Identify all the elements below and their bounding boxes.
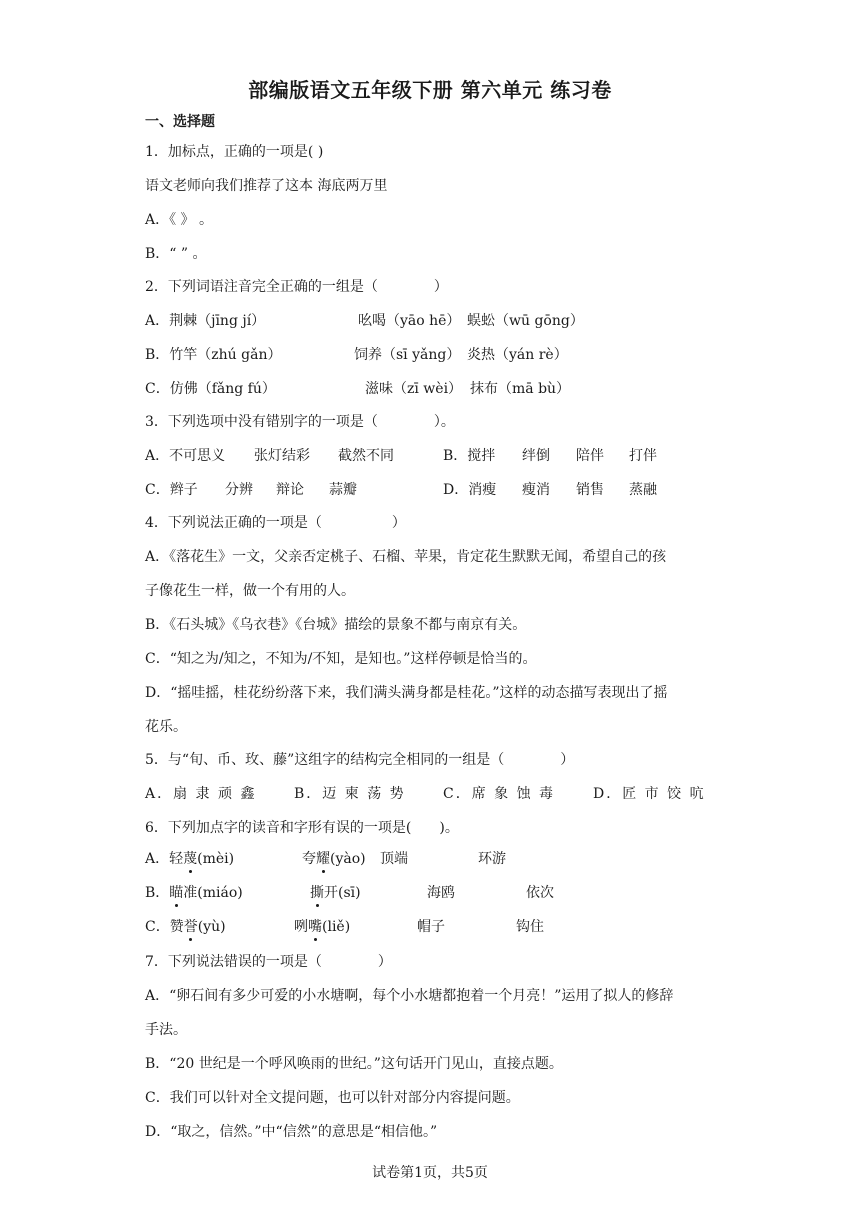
pinyin: (yào) (330, 851, 366, 867)
question-3-option-d-word-3: 销售 (576, 482, 604, 498)
question-7-option-d: D．“取之，信然。”中“信然”的意思是“相信他。” (145, 1124, 438, 1140)
question-6-stem: 6．下列加点字的读音和字形有误的一项是( )。 (145, 820, 459, 836)
question-3-option-a-word-1: A．不可思义 (145, 448, 226, 464)
question-2-option-b-word-3: 炎热（yán rè） (467, 347, 568, 363)
question-3-option-b-word-3: 陪伴 (576, 448, 604, 464)
option-label: A．轻 (145, 851, 184, 867)
question-6-option-b-word-2 (310, 884, 361, 902)
question-1-stem: 1．加标点，正确的一项是( ) (145, 144, 324, 160)
page-title: 部编版语文五年级下册 第六单元 练习卷 (248, 78, 612, 102)
question-1-option-b: B．“ ” 。 (145, 246, 207, 262)
question-2-option-b-word-2: 饲养（sī yǎng） (354, 347, 461, 363)
question-3-option-b-word-2: 绊倒 (522, 448, 550, 464)
dotted-character: 耀 (316, 851, 330, 867)
question-4-option-b: B．《石头城》《乌衣巷》《台城》描绘的景象不都与南京有关。 (145, 617, 527, 633)
pinyin: 开(sī) (324, 885, 361, 901)
question-6-option-a-word-3: 顶端 (380, 851, 408, 867)
pinyin: (mèi) (197, 851, 235, 867)
question-2-option-b-word-1: B．竹竿（zhú gǎn） (145, 347, 282, 363)
dotted-character: 撕 (310, 885, 324, 901)
question-6-option-a-word-1 (145, 850, 234, 868)
question-7-option-b: B．“20 世纪是一个呼风唤雨的世纪。”这句话开门见山，直接点题。 (145, 1056, 563, 1072)
question-7-option-a-continued: 手法。 (145, 1022, 187, 1038)
pinyin: (yù) (197, 919, 226, 935)
page-footer: 试卷第1页，共5页 (372, 1165, 488, 1181)
question-2-stem: 2．下列词语注音完全正确的一组是（ ） (145, 279, 448, 295)
question-6-option-b-word-3: 海鸥 (427, 885, 455, 901)
question-1-text: 语文老师向我们推荐了这本 海底两万里 (145, 178, 388, 194)
question-3-option-a-word-2: 张灯结彩 (254, 448, 310, 464)
pinyin: (liě) (322, 919, 351, 935)
question-5-option-b: B．迈 柬 荡 势 (294, 786, 406, 802)
question-3-option-d-word-4: 蒸融 (629, 482, 657, 498)
character: 咧 (294, 919, 308, 935)
question-2-option-a-word-2: 吆喝（yāo hē） (358, 313, 461, 329)
dotted-character: 瞄 (169, 885, 184, 901)
question-3-option-b-word-1: B．搅拌 (443, 448, 496, 464)
question-5-option-d: D．匠 市 饺 吭 (593, 786, 706, 802)
question-6-option-a-word-2 (302, 850, 366, 868)
question-3-option-c-word-2: 分辨 (225, 482, 253, 498)
dotted-character: 嘴 (308, 919, 322, 935)
question-7-option-a: A．“卵石间有多少可爱的小水塘啊，每个小水塘都抱着一个月亮！”运用了拟人的修辞 (145, 988, 674, 1004)
question-6-option-c-word-1 (145, 918, 226, 936)
question-3-stem: 3．下列选项中没有错别字的一项是（ ）。 (145, 414, 455, 430)
question-6-option-a-word-4: 环游 (478, 851, 506, 867)
question-5-stem: 5．与“旬、币、玫、藤”这组字的结构完全相同的一组是（ ） (145, 752, 575, 768)
question-6-option-c-word-3: 帽子 (417, 919, 445, 935)
question-4-stem: 4．下列说法正确的一项是（ ） (145, 515, 406, 531)
question-6-option-c-word-2 (294, 918, 350, 936)
question-2-option-a-word-1: A．荆棘（jīng jí） (145, 313, 266, 329)
question-3-option-b-word-4: 打伴 (629, 448, 657, 464)
question-4-option-d-continued: 花乐。 (145, 719, 187, 735)
question-7-option-c: C．我们可以针对全文提问题，也可以针对部分内容提问题。 (145, 1090, 520, 1106)
section-heading: 一、选择题 (145, 114, 215, 130)
pinyin: 准(miáo) (183, 885, 243, 901)
question-5-option-c: C．席 象 蚀 毒 (443, 786, 556, 802)
question-2-option-a-word-3: 蜈蚣（wū gōng） (467, 313, 584, 329)
question-7-stem: 7．下列说法错误的一项是（ ） (145, 954, 392, 970)
question-6-option-b-word-4: 依次 (526, 885, 554, 901)
option-label: B． (145, 885, 170, 901)
dotted-character: 蔑 (183, 851, 198, 867)
question-3-option-a-word-3: 截然不同 (338, 448, 394, 464)
question-3-option-d-word-1: D．消瘦 (443, 482, 497, 498)
question-3-option-c-word-4: 蒜瓣 (329, 482, 357, 498)
question-6-option-c-word-4: 钩住 (516, 919, 544, 935)
question-5-option-a: A．扇 隶 顽 鑫 (145, 786, 257, 802)
character: 夸 (302, 851, 316, 867)
question-3-option-d-word-2: 瘦消 (522, 482, 550, 498)
question-6-option-b-word-1 (145, 884, 243, 902)
dotted-character: 誉 (183, 919, 198, 935)
question-2-option-c-word-1: C．仿佛（fǎng fú） (145, 381, 276, 397)
question-4-option-a: A．《落花生》一文，父亲否定桃子、石榴、苹果，肯定花生默默无闻，希望自己的孩 (145, 549, 667, 565)
question-4-option-c: C．“知之为/知之，不知为/不知，是知也。”这样停顿是恰当的。 (145, 651, 537, 667)
question-3-option-c-word-1: C．辫子 (145, 482, 198, 498)
question-3-option-c-word-3: 辩论 (276, 482, 304, 498)
question-4-option-d: D．“摇哇摇，桂花纷纷落下来，我们满头满身都是桂花。”这样的动态描写表现出了摇 (145, 685, 668, 701)
question-1-option-a: A．《 》 。 (145, 212, 214, 228)
question-2-option-c-word-3: 抹布（mā bù） (470, 381, 571, 397)
question-2-option-c-word-2: 滋味（zī wèi） (365, 381, 463, 397)
option-label: C．赞 (145, 919, 184, 935)
question-4-option-a-continued: 子像花生一样，做一个有用的人。 (145, 583, 355, 599)
